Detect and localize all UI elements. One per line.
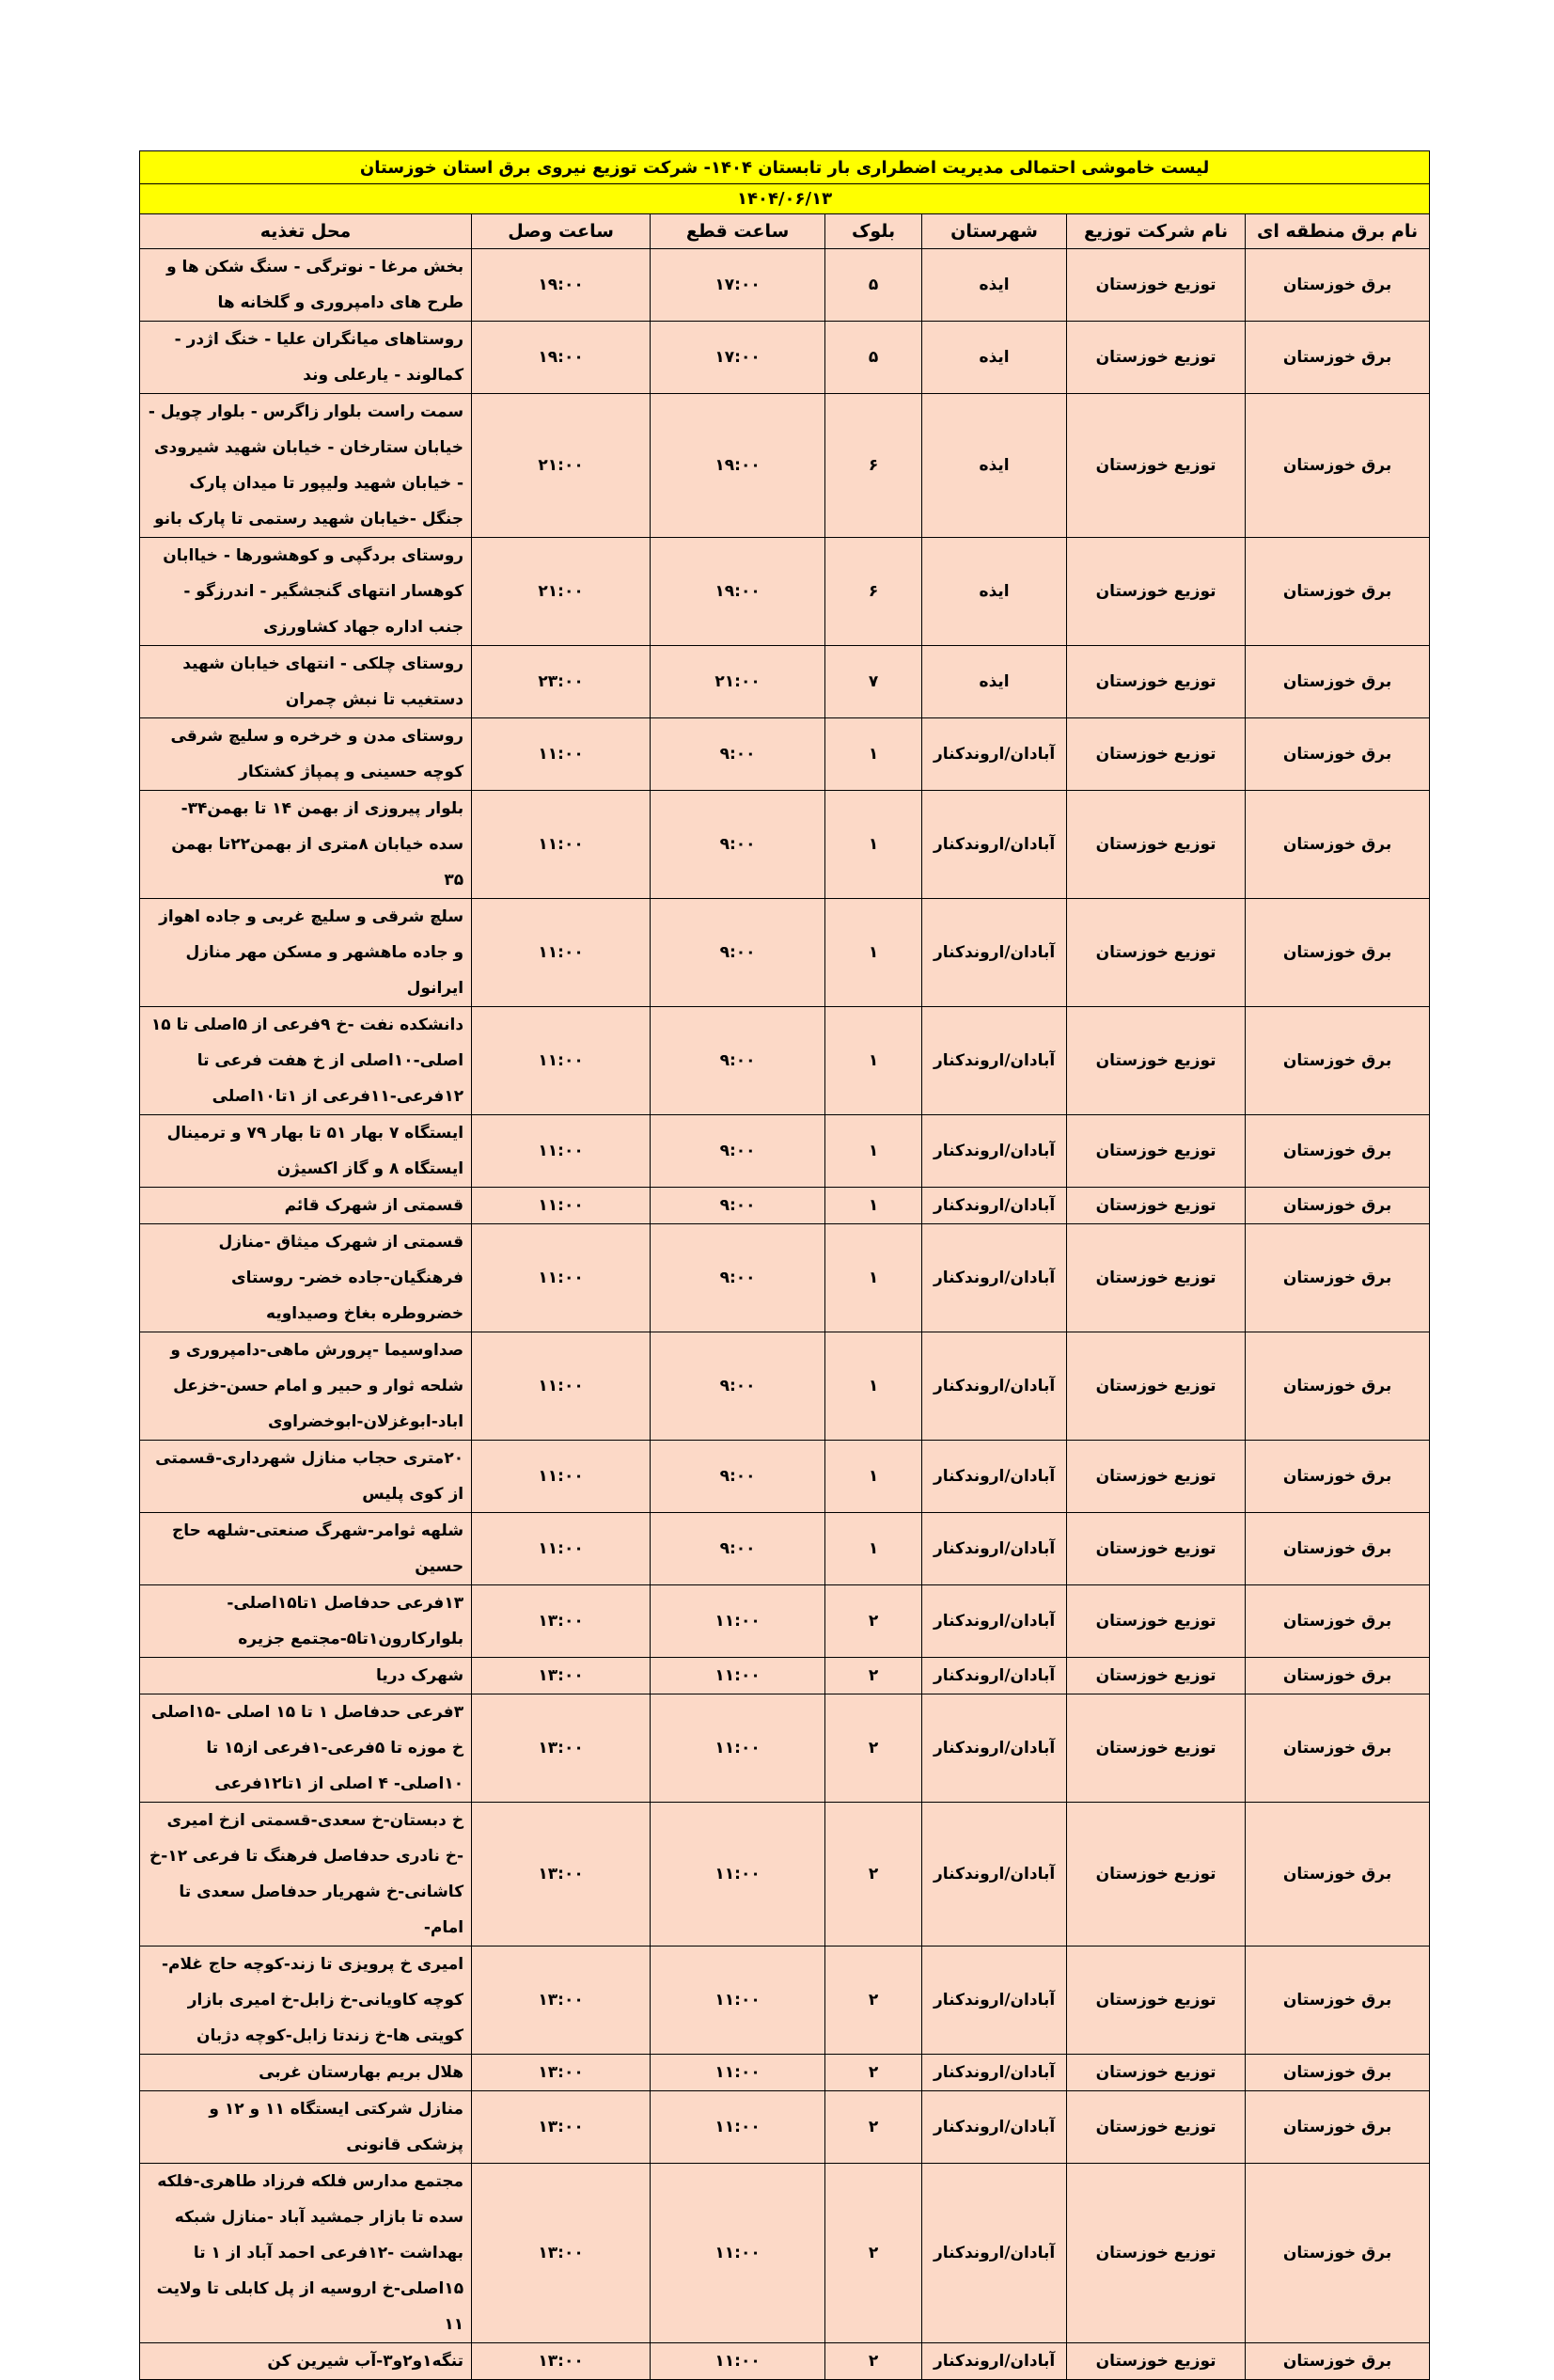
block-cell: ۱ (825, 1332, 922, 1441)
region-cell: برق خوزستان (1246, 2164, 1430, 2343)
table-row (140, 2164, 1430, 2343)
connect-time-cell: ۱۹:۰۰ (472, 249, 651, 322)
connect-time-cell: ۱۱:۰۰ (472, 1224, 651, 1332)
region-cell: برق خوزستان (1246, 1188, 1430, 1224)
city-cell: آبادان/اروندکنار (922, 1947, 1067, 2055)
block-cell: ۵ (825, 322, 922, 394)
block-cell: ۲ (825, 1947, 922, 2055)
block-cell: ۵ (825, 249, 922, 322)
connect-time-cell: ۱۳:۰۰ (472, 2091, 651, 2164)
region-cell: برق خوزستان (1246, 646, 1430, 718)
cut-time-cell: ۱۱:۰۰ (651, 2055, 825, 2091)
company-cell: توزیع خوزستان (1067, 2091, 1246, 2164)
connect-time-cell: ۱۱:۰۰ (472, 1332, 651, 1441)
block-cell: ۲ (825, 2091, 922, 2164)
block-cell: ۷ (825, 646, 922, 718)
company-cell: توزیع خوزستان (1067, 538, 1246, 646)
table-row (140, 1007, 1430, 1115)
company-cell: توزیع خوزستان (1067, 791, 1246, 899)
company-cell: توزیع خوزستان (1067, 1224, 1246, 1332)
region-cell: برق خوزستان (1246, 718, 1430, 791)
cut-time-cell: ۱۱:۰۰ (651, 1947, 825, 2055)
city-cell: آبادان/اروندکنار (922, 1803, 1067, 1947)
area-cell: سلچ شرقی و سلیچ غربی و جاده اهواز و جاده ماهشهر و مسکن مهر منازل ایرانول (140, 899, 472, 1007)
block-cell: ۱ (825, 1007, 922, 1115)
table-row (140, 646, 1430, 718)
cut-time-cell: ۱۱:۰۰ (651, 2091, 825, 2164)
company-cell: توزیع خوزستان (1067, 1803, 1246, 1947)
company-cell: توزیع خوزستان (1067, 1332, 1246, 1441)
area-cell: دانشکده نفت -خ ۹فرعی از ۵اصلی تا ۱۵ اصلی-۱۰اصلی از خ هفت فرعی تا ۱۲فرعی-۱۱فرعی از ۱تا۱۰اصلی (140, 1007, 472, 1115)
company-cell: توزیع خوزستان (1067, 2164, 1246, 2343)
city-cell: ایذه (922, 249, 1067, 322)
table-row (140, 2055, 1430, 2091)
city-cell: آبادان/اروندکنار (922, 1115, 1067, 1188)
city-cell: آبادان/اروندکنار (922, 2055, 1067, 2091)
city-cell: آبادان/اروندکنار (922, 899, 1067, 1007)
city-cell: آبادان/اروندکنار (922, 1188, 1067, 1224)
cut-time-cell: ۹:۰۰ (651, 718, 825, 791)
cut-time-cell: ۱۹:۰۰ (651, 538, 825, 646)
region-cell: برق خوزستان (1246, 1224, 1430, 1332)
city-cell: آبادان/اروندکنار (922, 1007, 1067, 1115)
area-cell: صداوسیما -پرورش ماهی-دامپروری و شلحه ثوار و حبیر و امام حسن-خزعل اباد-ابوغزلان-ابوخضراوی (140, 1332, 472, 1441)
header-row (140, 214, 1430, 249)
company-cell: توزیع خوزستان (1067, 899, 1246, 1007)
connect-time-cell: ۱۳:۰۰ (472, 2343, 651, 2380)
city-cell: آبادان/اروندکنار (922, 718, 1067, 791)
cut-time-cell: ۱۷:۰۰ (651, 249, 825, 322)
company-cell: توزیع خوزستان (1067, 1115, 1246, 1188)
company-cell: توزیع خوزستان (1067, 1513, 1246, 1585)
region-cell: برق خوزستان (1246, 1658, 1430, 1694)
col-block-header: بلوک (825, 214, 922, 249)
connect-time-cell: ۱۱:۰۰ (472, 1188, 651, 1224)
connect-time-cell: ۲۱:۰۰ (472, 394, 651, 538)
connect-time-cell: ۲۱:۰۰ (472, 538, 651, 646)
block-cell: ۶ (825, 394, 922, 538)
area-cell: شلهه ثوامر-شهرگ صنعتی-شلهه حاج حسین (140, 1513, 472, 1585)
cut-time-cell: ۲۱:۰۰ (651, 646, 825, 718)
block-cell: ۲ (825, 1658, 922, 1694)
connect-time-cell: ۱۱:۰۰ (472, 1007, 651, 1115)
city-cell: آبادان/اروندکنار (922, 1441, 1067, 1513)
city-cell: ایذه (922, 538, 1067, 646)
table-row (140, 1947, 1430, 2055)
region-cell: برق خوزستان (1246, 249, 1430, 322)
area-cell: قسمتی از شهرک قائم (140, 1188, 472, 1224)
connect-time-cell: ۱۱:۰۰ (472, 1513, 651, 1585)
block-cell: ۱ (825, 718, 922, 791)
table-row (140, 322, 1430, 394)
city-cell: ایذه (922, 646, 1067, 718)
col-area-header: محل تغذیه (140, 214, 472, 249)
block-cell: ۲ (825, 2164, 922, 2343)
area-cell: بخش مرغا - نوترگی - سنگ شکن ها و طرح های دامپروری و گلخانه ها (140, 249, 472, 322)
block-cell: ۱ (825, 1224, 922, 1332)
city-cell: آبادان/اروندکنار (922, 1224, 1067, 1332)
col-cut-time-header: ساعت قطع (651, 214, 825, 249)
company-cell: توزیع خوزستان (1067, 322, 1246, 394)
table-row (140, 1694, 1430, 1803)
title-row (140, 151, 1430, 184)
table-row (140, 249, 1430, 322)
region-cell: برق خوزستان (1246, 1694, 1430, 1803)
region-cell: برق خوزستان (1246, 2091, 1430, 2164)
area-cell: قسمتی از شهرک میثاق -منازل فرهنگیان-جاده خضر- روستای خضروطره بغاخ وصیداویه (140, 1224, 472, 1332)
area-cell: سمت راست بلوار زاگرس - بلوار چویل - خیابان ستارخان - خیابان شهید شیرودی - خیابان شهید ولیپور تا میدان پارک جنگل -خیابان شهید رستمی تا پارک بانو (140, 394, 472, 538)
area-cell: ۳فرعی حدفاصل ۱ تا ۱۵ اصلی -۱۵اصلی خ موزه تا ۵فرعی-۱فرعی از۱۵ تا ۱۰اصلی- ۴ اصلی از ۱تا۱۲فرعی (140, 1694, 472, 1803)
city-cell: آبادان/اروندکنار (922, 1332, 1067, 1441)
company-cell: توزیع خوزستان (1067, 1007, 1246, 1115)
city-cell: ایذه (922, 394, 1067, 538)
cut-time-cell: ۹:۰۰ (651, 1441, 825, 1513)
city-cell: آبادان/اروندکنار (922, 791, 1067, 899)
region-cell: برق خوزستان (1246, 538, 1430, 646)
region-cell: برق خوزستان (1246, 2055, 1430, 2091)
block-cell: ۱ (825, 1115, 922, 1188)
block-cell: ۲ (825, 2343, 922, 2380)
table-row (140, 1441, 1430, 1513)
table-row (140, 1332, 1430, 1441)
connect-time-cell: ۱۳:۰۰ (472, 2164, 651, 2343)
region-cell: برق خوزستان (1246, 899, 1430, 1007)
area-cell: بلوار پیروزی از بهمن ۱۴ تا بهمن۳۴-سده خیابان ۸متری از بهمن۲۲تا بهمن ۳۵ (140, 791, 472, 899)
connect-time-cell: ۱۹:۰۰ (472, 322, 651, 394)
block-cell: ۱ (825, 1188, 922, 1224)
cut-time-cell: ۹:۰۰ (651, 1007, 825, 1115)
cut-time-cell: ۹:۰۰ (651, 791, 825, 899)
region-cell: برق خوزستان (1246, 322, 1430, 394)
connect-time-cell: ۱۳:۰۰ (472, 1947, 651, 2055)
area-cell: امیری خ پرویزی تا زند-کوچه حاج غلام-کوچه کاویانی-خ زابل-خ امیری بازار کویتی ها-خ زندتا زابل-کوچه دژبان (140, 1947, 472, 2055)
connect-time-cell: ۱۱:۰۰ (472, 718, 651, 791)
connect-time-cell: ۱۱:۰۰ (472, 899, 651, 1007)
region-cell: برق خوزستان (1246, 1513, 1430, 1585)
table-row (140, 899, 1430, 1007)
block-cell: ۲ (825, 1585, 922, 1658)
city-cell: آبادان/اروندکنار (922, 2091, 1067, 2164)
area-cell: روستای بردگپی و کوهشورها - خیاابان کوهسار انتهای گنجشگیر - اندرزگو - جنب اداره جهاد کشاورزی (140, 538, 472, 646)
table-row (140, 1115, 1430, 1188)
company-cell: توزیع خوزستان (1067, 646, 1246, 718)
connect-time-cell: ۱۳:۰۰ (472, 1803, 651, 1947)
region-cell: برق خوزستان (1246, 1115, 1430, 1188)
table-row (140, 2343, 1430, 2380)
block-cell: ۱ (825, 791, 922, 899)
block-cell: ۶ (825, 538, 922, 646)
company-cell: توزیع خوزستان (1067, 2055, 1246, 2091)
block-cell: ۲ (825, 2055, 922, 2091)
date-row (140, 184, 1430, 214)
sheet-title: لیست خاموشی احتمالی مدیریت اضطراری بار تابستان ۱۴۰۴- شرکت توزیع نیروی برق استان خوزستان (140, 151, 1430, 184)
connect-time-cell: ۱۳:۰۰ (472, 2055, 651, 2091)
cut-time-cell: ۱۹:۰۰ (651, 394, 825, 538)
area-cell: روستاهای میانگران علیا - خنگ اژدر - کمالوند - یارعلی وند (140, 322, 472, 394)
connect-time-cell: ۲۳:۰۰ (472, 646, 651, 718)
block-cell: ۱ (825, 1441, 922, 1513)
table-row (140, 394, 1430, 538)
table-row (140, 1585, 1430, 1658)
connect-time-cell: ۱۱:۰۰ (472, 791, 651, 899)
region-cell: برق خوزستان (1246, 1332, 1430, 1441)
region-cell: برق خوزستان (1246, 394, 1430, 538)
company-cell: توزیع خوزستان (1067, 1441, 1246, 1513)
connect-time-cell: ۱۱:۰۰ (472, 1115, 651, 1188)
area-cell: خ دبستان-خ سعدی-قسمتی ازخ امیری -خ نادری حدفاصل فرهنگ تا فرعی ۱۲-خ کاشانی-خ شهریار حدفاصل سعدی تا امام- (140, 1803, 472, 1947)
cut-time-cell: ۱۱:۰۰ (651, 2343, 825, 2380)
region-cell: برق خوزستان (1246, 2343, 1430, 2380)
region-cell: برق خوزستان (1246, 1947, 1430, 2055)
cut-time-cell: ۹:۰۰ (651, 1224, 825, 1332)
company-cell: توزیع خوزستان (1067, 1188, 1246, 1224)
table-row (140, 1803, 1430, 1947)
table-row (140, 718, 1430, 791)
company-cell: توزیع خوزستان (1067, 249, 1246, 322)
area-cell: مجتمع مدارس فلکه فرزاد طاهری-فلکه سده تا بازار جمشید آباد -منازل شبکه بهداشت -۱۲فرعی احمد آباد از ۱ تا ۱۵اصلی-خ اروسیه از پل کابلی تا ولایت ۱۱ (140, 2164, 472, 2343)
table-row (140, 1224, 1430, 1332)
area-cell: ایستگاه ۷ بهار ۵۱ تا بهار ۷۹ و ترمینال ایستگاه ۸ و گاز اکسیژن (140, 1115, 472, 1188)
block-cell: ۱ (825, 1513, 922, 1585)
block-cell: ۱ (825, 899, 922, 1007)
cut-time-cell: ۹:۰۰ (651, 1332, 825, 1441)
area-cell: تنگه۱و۲و۳-آب شیرین کن (140, 2343, 472, 2380)
area-cell: روستای چلکی - انتهای خیابان شهید دستغیب تا نبش چمران (140, 646, 472, 718)
company-cell: توزیع خوزستان (1067, 1658, 1246, 1694)
outage-table (139, 150, 1430, 2380)
region-cell: برق خوزستان (1246, 1585, 1430, 1658)
region-cell: برق خوزستان (1246, 791, 1430, 899)
city-cell: آبادان/اروندکنار (922, 1513, 1067, 1585)
city-cell: ایذه (922, 322, 1067, 394)
table-row (140, 1658, 1430, 1694)
table-row (140, 1513, 1430, 1585)
cut-time-cell: ۹:۰۰ (651, 1115, 825, 1188)
col-region-header: نام برق منطقه ای (1246, 214, 1430, 249)
city-cell: آبادان/اروندکنار (922, 1658, 1067, 1694)
sheet-date: ۱۴۰۴/۰۶/۱۳ (140, 184, 1430, 214)
company-cell: توزیع خوزستان (1067, 1947, 1246, 2055)
block-cell: ۲ (825, 1694, 922, 1803)
col-connect-time-header: ساعت وصل (472, 214, 651, 249)
company-cell: توزیع خوزستان (1067, 1585, 1246, 1658)
cut-time-cell: ۹:۰۰ (651, 1188, 825, 1224)
area-cell: منازل شرکتی ایستگاه ۱۱ و ۱۲ و پزشکی قانونی (140, 2091, 472, 2164)
region-cell: برق خوزستان (1246, 1803, 1430, 1947)
cut-time-cell: ۱۱:۰۰ (651, 1585, 825, 1658)
connect-time-cell: ۱۳:۰۰ (472, 1585, 651, 1658)
company-cell: توزیع خوزستان (1067, 2343, 1246, 2380)
city-cell: آبادان/اروندکنار (922, 1694, 1067, 1803)
cut-time-cell: ۱۱:۰۰ (651, 1658, 825, 1694)
cut-time-cell: ۱۱:۰۰ (651, 1694, 825, 1803)
cut-time-cell: ۱۷:۰۰ (651, 322, 825, 394)
cut-time-cell: ۱۱:۰۰ (651, 1803, 825, 1947)
table-row (140, 538, 1430, 646)
city-cell: آبادان/اروندکنار (922, 1585, 1067, 1658)
area-cell: روستای مدن و خرخره و سلیچ شرقی کوچه حسینی و پمپاژ کشتکار (140, 718, 472, 791)
table-row (140, 791, 1430, 899)
table-row (140, 2091, 1430, 2164)
col-city-header: شهرستان (922, 214, 1067, 249)
company-cell: توزیع خوزستان (1067, 394, 1246, 538)
region-cell: برق خوزستان (1246, 1007, 1430, 1115)
city-cell: آبادان/اروندکنار (922, 2343, 1067, 2380)
area-cell: ۲۰متری حجاب منازل شهرداری-قسمتی از کوی پلیس (140, 1441, 472, 1513)
cut-time-cell: ۹:۰۰ (651, 1513, 825, 1585)
connect-time-cell: ۱۳:۰۰ (472, 1658, 651, 1694)
area-cell: هلال بریم بهارستان غربی (140, 2055, 472, 2091)
connect-time-cell: ۱۱:۰۰ (472, 1441, 651, 1513)
city-cell: آبادان/اروندکنار (922, 2164, 1067, 2343)
region-cell: برق خوزستان (1246, 1441, 1430, 1513)
block-cell: ۲ (825, 1803, 922, 1947)
col-company-header: نام شرکت توزیع (1067, 214, 1246, 249)
area-cell: شهرک دریا (140, 1658, 472, 1694)
company-cell: توزیع خوزستان (1067, 718, 1246, 791)
cut-time-cell: ۹:۰۰ (651, 899, 825, 1007)
company-cell: توزیع خوزستان (1067, 1694, 1246, 1803)
connect-time-cell: ۱۳:۰۰ (472, 1694, 651, 1803)
table-row (140, 1188, 1430, 1224)
cut-time-cell: ۱۱:۰۰ (651, 2164, 825, 2343)
area-cell: ۱۳فرعی حدفاصل ۱تا۱۵اصلی- بلوارکارون۱تا۵-مجتمع جزیره (140, 1585, 472, 1658)
